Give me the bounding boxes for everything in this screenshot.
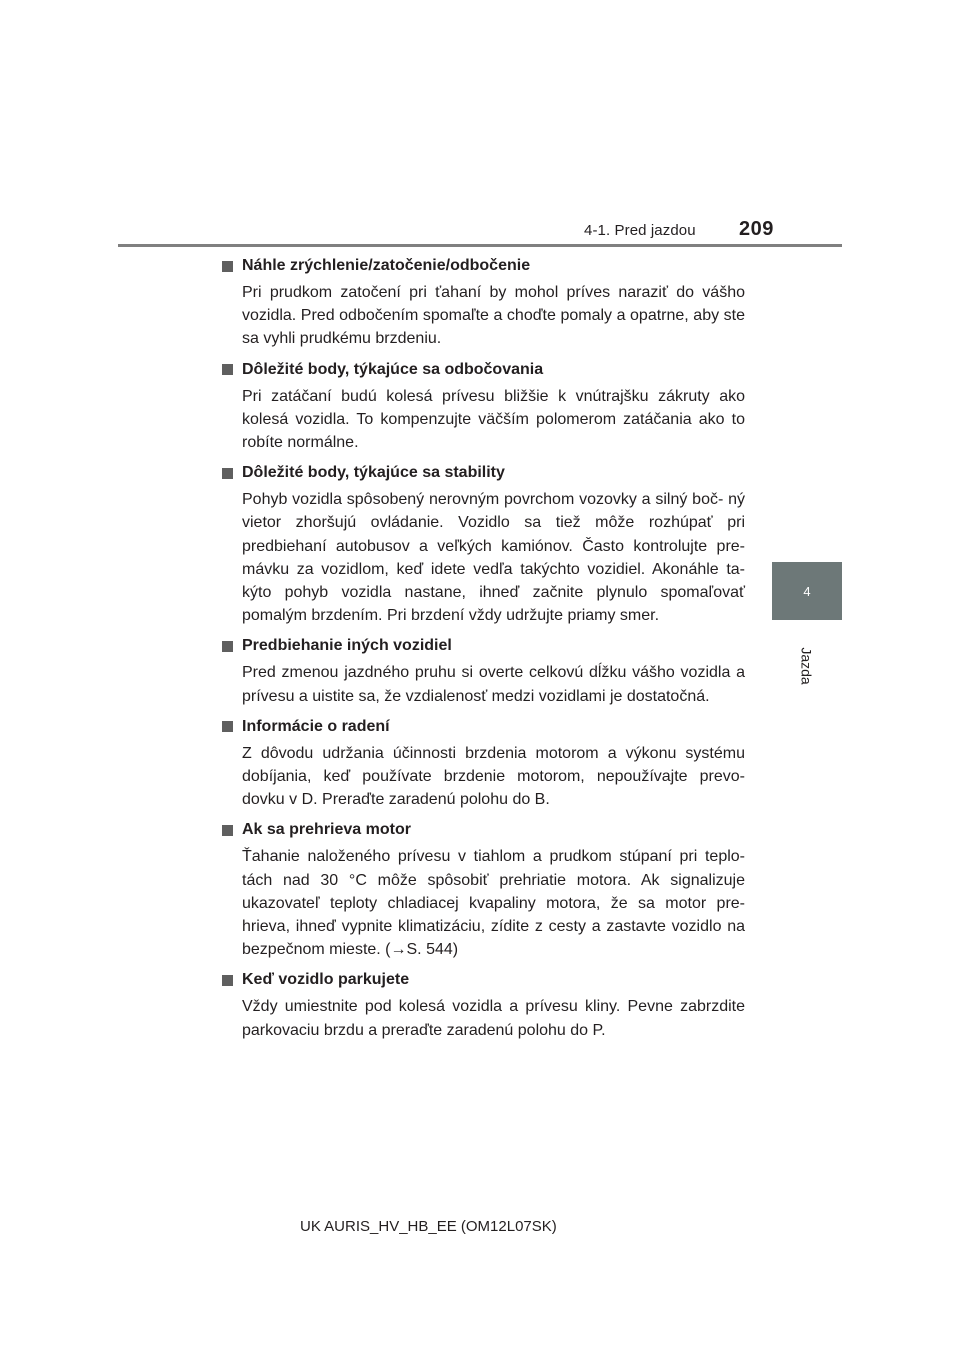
section-heading-text: Ak sa prehrieva motor xyxy=(242,821,411,839)
section-heading xyxy=(222,634,745,658)
section-body: Vždy umiestnite pod kolesá vozidla a prívesu kliny. Pevne zabrzdite parkovaciu brzdu a preraďte zaradenú polohu do P. xyxy=(242,998,745,1039)
chapter-number: 4 xyxy=(803,584,811,599)
square-bullet-icon xyxy=(222,721,233,732)
section-body: Pri zatáčaní budú kolesá prívesu bližšie k vnútrajšku zákruty ako kolesá vozidla. To kompenzujte väčším polomerom zatáčania ako to robíte normálne. xyxy=(242,387,745,452)
chapter-label xyxy=(795,647,819,685)
section-overtaking xyxy=(222,634,745,707)
section-heading-text: Keď vozidlo parkujete xyxy=(242,971,410,989)
page-content xyxy=(222,252,745,1049)
section-heading-text: Dôležité body, týkajúce sa odbočovania xyxy=(242,360,544,378)
section-heading xyxy=(222,461,745,485)
section-stability-points xyxy=(222,461,745,627)
section-heading xyxy=(222,818,745,842)
section-heading xyxy=(222,715,745,739)
section-body: Pred zmenou jazdného pruhu si overte celkovú dĺžku vášho vozidla a prívesu a uistite sa, že vzdialenosť medzi vozidlami je dostatočná. xyxy=(242,664,745,705)
section-shifting-info xyxy=(222,715,745,812)
section-parking xyxy=(222,968,745,1041)
document-code: UK AURIS_HV_HB_EE (OM12L07SK) xyxy=(300,1218,557,1235)
section-body: Ťahanie naloženého prívesu v tiahlom a prudkom stúpaní pri teplo- tách nad 30 °C môže spôsobiť prehriatie motora. Ak signalizuje ukazovateľ teploty chladiacej kvapaliny motora, že sa motor pre- hrieva, ihneď vypnite klimatizáciu, zídite z cesty a zastavte vozidlo na bezpečnom mieste. (→S. 544) xyxy=(242,848,745,959)
square-bullet-icon xyxy=(222,364,233,375)
section-body: Pohyb vozidla spôsobený nerovným povrchom vozovky a silný boč- ný vietor zhoršujú ovládanie. Vozidlo sa tiež môže rozhúpať pri predbiehaní autobusov a veľkých kamiónov. Často kontrolujte pre- mávku za vozidlom, keď idete vedľa takýchto vozidiel. Akonáhle ta- kýto pohyb vozidla nastane, ihneď začnite plynulo spomaľovať pomalým brzdením. Pri brzdení vždy udržujte priamy smer. xyxy=(242,491,745,625)
square-bullet-icon xyxy=(222,825,233,836)
square-bullet-icon xyxy=(222,975,233,986)
section-turning-points xyxy=(222,358,745,455)
section-heading-text: Náhle zrýchlenie/zatočenie/odbočenie xyxy=(242,257,531,274)
header-divider xyxy=(118,244,842,247)
section-body: Z dôvodu udržania účinnosti brzdenia motorom a výkonu systému dobíjania, keď používate brzdenie motorom, nepoužívajte prevo- dovku v D. Preraďte zaradenú polohu do B. xyxy=(242,744,745,809)
section-heading-text: Informácie o radení xyxy=(242,717,390,735)
page-number: 209 xyxy=(739,218,774,240)
section-heading xyxy=(222,968,745,992)
section-heading xyxy=(222,358,745,382)
square-bullet-icon xyxy=(222,468,233,479)
section-heading xyxy=(222,254,745,278)
square-bullet-icon xyxy=(222,261,233,272)
section-body: Pri prudkom zatočení pri ťahaní by mohol príves naraziť do vášho vozidla. Pred odbočením spomaľte a choďte pomaly a opatrne, aby ste sa vyhli prudkému brzdeniu. xyxy=(242,284,745,348)
square-bullet-icon xyxy=(222,641,233,652)
section-engine-overheating xyxy=(222,818,745,961)
chapter-tab xyxy=(772,562,842,620)
section-sudden-acceleration xyxy=(222,254,745,351)
section-heading-text: Predbiehanie iných vozidiel xyxy=(242,637,452,655)
header-section-title: 4-1. Pred jazdou xyxy=(584,222,696,239)
section-heading-text: Dôležité body, týkajúce sa stability xyxy=(242,464,505,482)
chapter-label-text: Jazda xyxy=(799,647,816,685)
